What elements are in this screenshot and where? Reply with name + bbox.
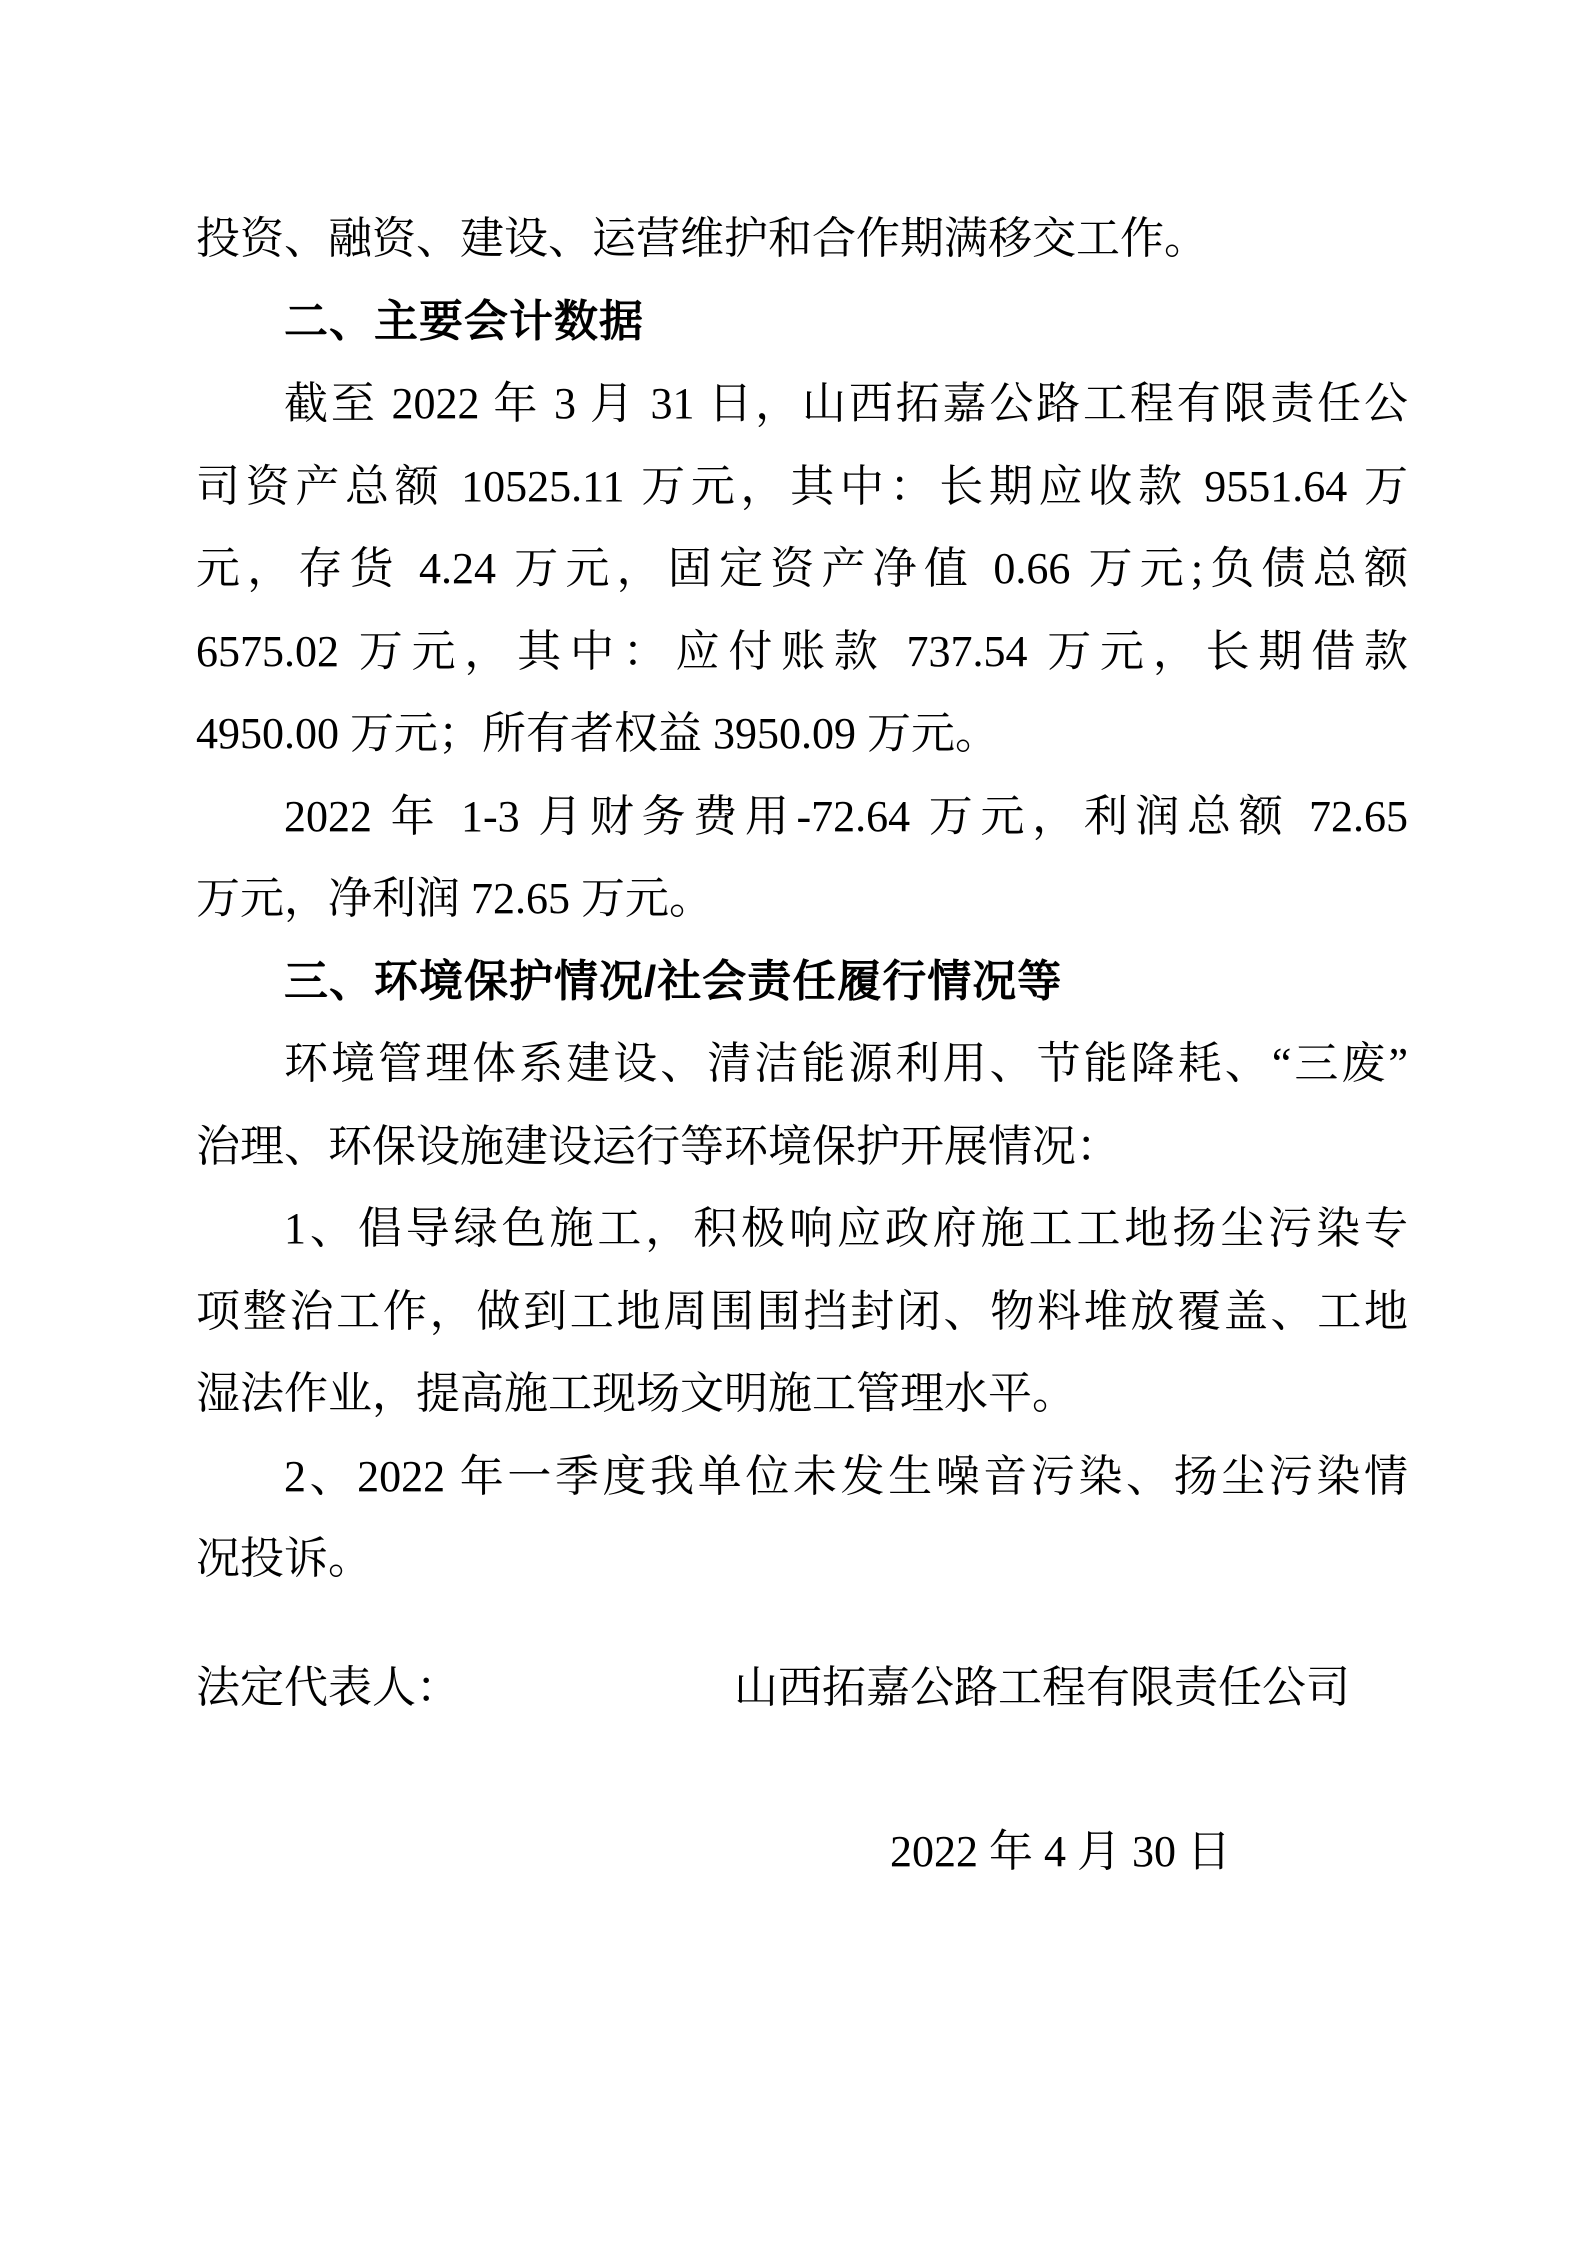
date-row [196, 1811, 1408, 1894]
body-line: 项整治工作，做到工地周围围挡封闭、物料堆放覆盖、工地 [196, 1286, 1408, 1336]
body-line: 况投诉。 [196, 1534, 372, 1583]
body-line: 2、2022 年一季度我单位未发生噪音污染、扬尘污染情 [284, 1451, 1408, 1501]
body-line: 司资产总额 10525.11 万元，其中：长期应收款 9551.64 万 [196, 461, 1408, 511]
body-line: 万元，净利润 72.65 万元。 [196, 874, 713, 923]
body-line: 元，存货 4.24 万元，固定资产净值 0.66 万元;负债总额 [196, 544, 1408, 593]
section-heading-accounting-data: 二、主要会计数据 [284, 296, 644, 346]
body-line: 6575.02 万元，其中：应付账款 737.54 万元，长期借款 [196, 626, 1408, 676]
body-line: 1、倡导绿色施工，积极响应政府施工工地扬尘污染专 [284, 1204, 1408, 1253]
body-line: 截至 2022 年 3 月 31 日，山西拓嘉公路工程有限责任公 [284, 379, 1408, 428]
document-date: 2022 年 4 月 30 日 [890, 1827, 1231, 1876]
body-line: 2022 年 1-3 月财务费用-72.64 万元，利润总额 72.65 [284, 791, 1408, 841]
signature-row [196, 1647, 1408, 1730]
section-heading-environment: 三、环境保护情况/社会责任履行情况等 [284, 956, 1063, 1006]
document-content [196, 198, 1408, 1894]
company-name: 山西拓嘉公路工程有限责任公司 [734, 1662, 1350, 1712]
legal-representative-label: 法定代表人： [196, 1662, 460, 1712]
body-line: 治理、环保设施建设运行等环境保护开展情况： [196, 1121, 1120, 1171]
body-line: 湿法作业，提高施工现场文明施工管理水平。 [196, 1369, 1076, 1418]
body-line: 投资、融资、建设、运营维护和合作期满移交工作。 [196, 214, 1208, 263]
body-line: 环境管理体系建设、清洁能源利用、节能降耗、“三废” [284, 1039, 1408, 1088]
body-line: 4950.00 万元；所有者权益 3950.09 万元。 [196, 709, 999, 758]
